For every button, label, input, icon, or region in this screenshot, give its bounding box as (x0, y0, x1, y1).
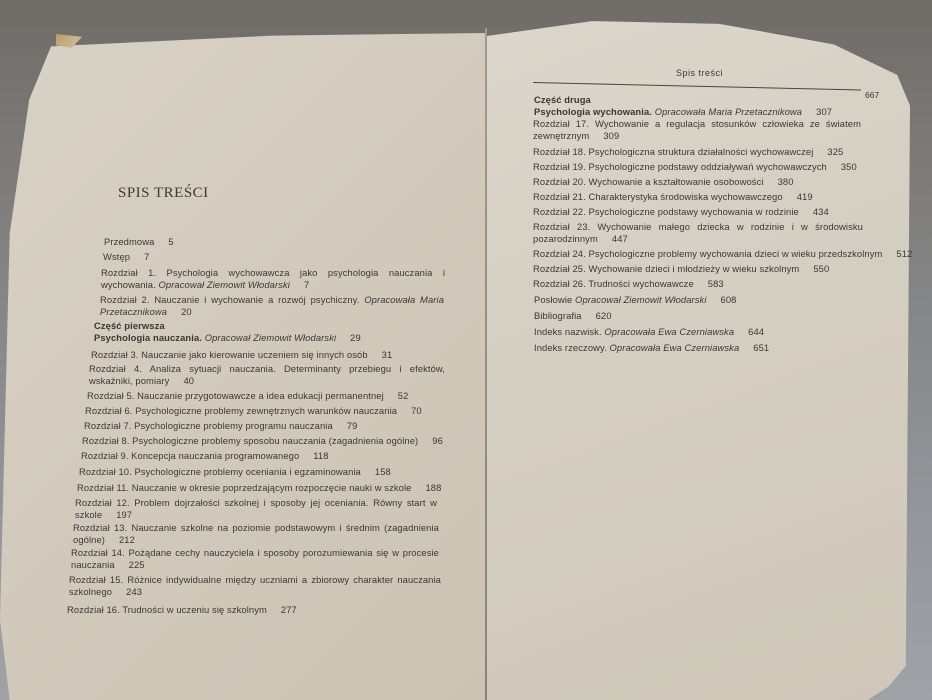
chapter-label: Rozdział 9. Koncepcja nauczania programowanego (81, 450, 300, 461)
toc-chapter (84, 420, 357, 432)
toc-chapter (85, 405, 422, 417)
chapter-label: Rozdział 17. Wychowanie a regulacja stosunków człowieka ze światem zewnętrznym (533, 118, 861, 141)
entry-page: 7 (303, 279, 310, 290)
chapter-page: 40 (183, 375, 195, 386)
part-heading (94, 320, 361, 344)
entry-author: Opracowała Ewa Czerniawska (604, 326, 735, 337)
chapter-page: 158 (374, 466, 391, 477)
running-head: Spis treści (676, 68, 724, 78)
chapter-label: Rozdział 6. Psychologiczne problemy zewnętrznych warunków nauczania (85, 405, 398, 416)
book-spine (485, 28, 487, 700)
toc-title: SPIS TREŚCI (118, 185, 209, 201)
chapter-label: Rozdział 21. Charakterystyka środowiska wychowawczego (533, 191, 783, 202)
entry-page: 7 (144, 251, 150, 262)
toc-entry (104, 236, 174, 248)
chapter-page: 309 (603, 130, 620, 141)
toc-chapter (73, 522, 439, 546)
chapter-label: Rozdział 5. Nauczanie przygotowawcze a idea edukacji permanentnej (87, 390, 384, 401)
chapter-label: Rozdział 13. Nauczanie szkolne na poziomie podstawowym i średnim (zagadnienia ogólne) (73, 522, 439, 545)
chapter-label: Rozdział 18. Psychologiczna struktura działalności wychowawczej (533, 146, 814, 157)
entry-label: Posłowie (534, 294, 573, 305)
part-author: Opracowała Maria Przetacznikowa (654, 106, 803, 117)
part-label: Część druga (534, 94, 591, 105)
entry-page: 608 (720, 294, 737, 305)
entry-page: 5 (168, 236, 174, 247)
chapter-page: 350 (840, 161, 857, 172)
entry-page: 644 (748, 326, 765, 337)
toc-chapter (69, 574, 441, 598)
back-matter-entry (534, 310, 612, 322)
part-page: 307 (816, 106, 833, 117)
toc-chapter (79, 466, 391, 478)
part-heading (534, 94, 832, 118)
chapter-page: 212 (118, 534, 135, 545)
chapter-page: 550 (813, 263, 830, 274)
toc-chapter (71, 547, 439, 571)
chapter-label: Rozdział 25. Wychowanie dzieci i młodzieży w wieku szkolnym (533, 263, 800, 274)
toc-chapter (533, 206, 829, 218)
chapter-label: Rozdział 16. Trudności w uczeniu się szkolnym (67, 604, 267, 615)
entry-author: Opracowała Ewa Czerniawska (609, 342, 740, 353)
toc-chapter (533, 161, 857, 173)
toc-entry (100, 294, 444, 318)
chapter-page: 277 (280, 604, 297, 615)
part-title: Psychologia nauczania. (94, 332, 202, 343)
toc-chapter (533, 118, 861, 142)
toc-chapter (89, 363, 445, 387)
chapter-page: 380 (777, 176, 794, 187)
chapter-page: 96 (432, 435, 443, 446)
entry-label: Bibliografia (534, 310, 582, 321)
toc-chapter (77, 482, 441, 494)
chapter-label: Rozdział 15. Różnice indywidualne między uczniami a zbiorowy charakter nauczania szkolnego (69, 574, 441, 597)
entry-page: 620 (595, 310, 612, 321)
toc-chapter (533, 248, 912, 260)
chapter-label: Rozdział 4. Analiza sytuacji nauczania. Determinanty przebiegu i efektów, wskaźniki, pomiary (89, 363, 445, 386)
part-author: Opracował Ziemowit Włodarski (204, 332, 337, 343)
toc-chapter (87, 390, 408, 402)
chapter-page: 70 (411, 405, 422, 416)
part-title: Psychologia wychowania. (534, 106, 652, 117)
toc-chapter (533, 278, 724, 290)
toc-chapter (75, 497, 437, 521)
back-matter-entry (534, 342, 769, 354)
entry-label: Indeks rzeczowy. (534, 342, 607, 353)
toc-entry (101, 267, 445, 291)
toc-chapter (82, 435, 443, 447)
entry-label: Rozdział 2. Nauczanie i wychowanie a rozwój psychiczny. (100, 294, 360, 305)
chapter-page: 325 (827, 146, 844, 157)
back-matter-entry (534, 326, 764, 338)
chapter-page: 447 (611, 233, 628, 244)
part-page: 29 (350, 332, 361, 343)
chapter-page: 583 (707, 278, 724, 289)
toc-chapter (81, 450, 329, 462)
chapter-page: 512 (896, 248, 913, 259)
entry-label: Rozdział 1. Psychologia wychowawcza jako psychologia nauczania i wychowania. (101, 267, 445, 290)
chapter-label: Rozdział 20. Wychowanie a kształtowanie osobowości (533, 176, 764, 187)
chapter-label: Rozdział 12. Problem dojrzałości szkolnej i sposoby jej oceniania. Równy start w szkole (75, 497, 437, 520)
chapter-label: Rozdział 23. Wychowanie małego dziecka w rodzinie i w środowisku pozarodzinnym (533, 221, 863, 244)
page-number: 667 (865, 90, 880, 100)
entry-page: 651 (753, 342, 770, 353)
chapter-page: 243 (126, 586, 143, 597)
chapter-page: 118 (313, 450, 329, 461)
toc-chapter (533, 191, 813, 203)
chapter-label: Rozdział 10. Psychologiczne problemy oceniania i egzaminowania (79, 466, 361, 477)
toc-entry (103, 251, 149, 263)
chapter-label: Rozdział 7. Psychologiczne problemy programu nauczania (84, 420, 333, 431)
chapter-label: Rozdział 8. Psychologiczne problemy sposobu nauczania (zagadnienia ogólne) (82, 435, 419, 446)
chapter-label: Rozdział 19. Psychologiczne podstawy oddziaływań wychowawczych (533, 161, 827, 172)
entry-author: Opracowała Maria Przetacznikowa (100, 294, 445, 317)
chapter-page: 188 (425, 482, 442, 493)
chapter-page: 419 (796, 191, 813, 202)
chapter-label: Rozdział 14. Pożądane cechy nauczyciela i sposoby porozumiewania się w procesie nauczania (71, 547, 439, 570)
chapter-label: Rozdział 3. Nauczanie jako kierowanie uczeniem się innych osób (91, 349, 368, 360)
chapter-page: 197 (116, 509, 133, 520)
chapter-label: Rozdział 22. Psychologiczne podstawy wychowania w rodzinie (533, 206, 799, 217)
chapter-page: 225 (128, 559, 145, 570)
chapter-page: 31 (381, 349, 393, 360)
entry-label: Przedmowa (104, 236, 155, 247)
toc-chapter (67, 604, 297, 616)
back-matter-entry (534, 294, 736, 306)
toc-chapter (533, 176, 794, 188)
part-label: Część pierwsza (94, 320, 165, 331)
chapter-page: 52 (397, 390, 409, 401)
toc-chapter (533, 146, 843, 158)
toc-chapter (533, 263, 829, 275)
chapter-label: Rozdział 26. Trudności wychowawcze (533, 278, 694, 289)
entry-label: Wstęp (103, 251, 131, 262)
entry-page: 20 (181, 306, 192, 317)
chapter-label: Rozdział 11. Nauczanie w okresie poprzedzającym rozpoczęcie nauki w szkole (77, 482, 412, 493)
chapter-page: 79 (346, 420, 358, 431)
chapter-label: Rozdział 24. Psychologiczne problemy wychowania dzieci w wieku przedszkolnym (533, 248, 883, 259)
entry-author: Opracował Ziemowit Włodarski (158, 279, 290, 290)
toc-chapter (91, 349, 392, 361)
chapter-page: 434 (812, 206, 829, 217)
entry-author: Opracował Ziemowit Włodarski (575, 294, 707, 305)
entry-label: Indeks nazwisk. (534, 326, 602, 337)
toc-chapter (533, 221, 863, 245)
